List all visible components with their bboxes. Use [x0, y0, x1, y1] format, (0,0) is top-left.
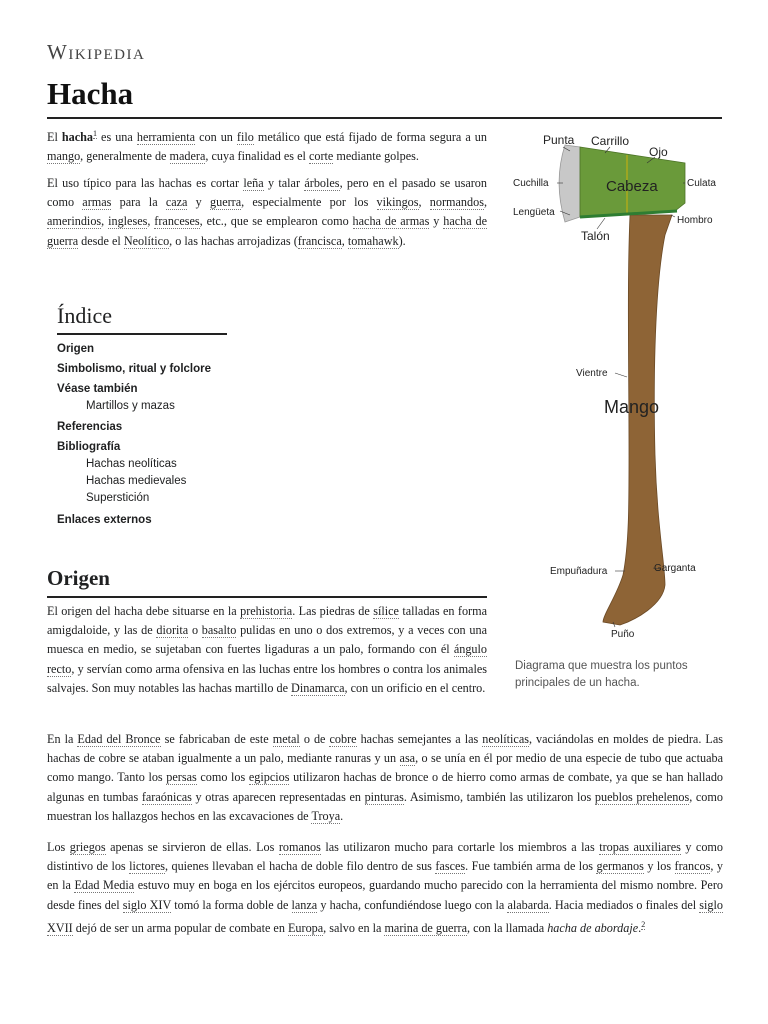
term-bold: hacha: [61, 130, 94, 145]
label-ojo: Ojo: [649, 145, 668, 159]
link-silice[interactable]: sílice: [373, 604, 399, 618]
text: ,: [418, 195, 430, 210]
text: las utilizaron mucho para cortarle los miembros a las: [320, 840, 600, 854]
text: se fabricaban de este: [160, 732, 273, 746]
origen-paragraph-1: [47, 602, 487, 698]
text: y otras aparecen representadas en: [191, 789, 365, 804]
text: y hacha, confundiéndose luego con la: [317, 897, 508, 912]
title-divider: [47, 117, 722, 119]
toc-subitem-martillos[interactable]: Martillos y mazas: [86, 399, 175, 412]
text: ,: [483, 195, 487, 210]
link-corte[interactable]: corte: [308, 149, 334, 164]
label-mango: Mango: [604, 397, 660, 417]
toc-item-vease-tambien[interactable]: Véase también: [57, 382, 138, 395]
link-madera[interactable]: madera: [169, 149, 206, 164]
link-pueblos-prehelenos[interactable]: pueblos prehelenos: [594, 789, 690, 804]
text: metálico que está fijado de forma segura a un: [253, 130, 487, 145]
link-egipcios[interactable]: egipcios: [248, 770, 290, 785]
text: o de: [299, 732, 330, 746]
text: En la: [47, 732, 78, 746]
section-divider: [47, 596, 487, 598]
text: , pero en el pasado se usaron como: [47, 176, 487, 210]
toc-title: Índice: [57, 303, 112, 328]
text: , salvo en la: [323, 920, 385, 935]
toc-item-referencias[interactable]: Referencias: [57, 420, 123, 433]
link-tropas-auxiliares[interactable]: tropas auxiliares: [599, 840, 681, 854]
text: y como distintivo de los: [47, 840, 723, 874]
toc-subitem-hachas-medievales[interactable]: Hachas medievales: [86, 474, 187, 487]
label-garganta: Garganta: [654, 563, 696, 574]
link-francisca[interactable]: francisca: [297, 233, 342, 248]
origen-paragraph-3: [47, 838, 723, 938]
link-siglo-xiv[interactable]: siglo XIV: [122, 897, 172, 912]
label-lengueta: Lengüeta: [513, 207, 555, 218]
text: , quienes llevaban el hacha de doble filo dentro de sus: [164, 859, 436, 874]
link-lena[interactable]: leña: [243, 176, 264, 190]
link-persas[interactable]: persas: [166, 770, 197, 785]
label-empunadura: Empuñadura: [550, 566, 608, 577]
text: El uso típico para las hachas es cortar: [47, 176, 244, 190]
link-neolitico[interactable]: Neolítico: [123, 233, 170, 248]
link-vikingos[interactable]: vikingos: [376, 195, 419, 210]
text: Los: [47, 840, 70, 854]
figure-caption: Diagrama que muestra los puntos principales de un hacha.: [515, 660, 688, 689]
text: , o las hachas arrojadizas (: [169, 233, 298, 248]
axe-blade: [559, 145, 580, 222]
link-alabarda[interactable]: alabarda: [507, 897, 549, 912]
link-basalto[interactable]: basalto: [201, 623, 237, 638]
link-europa[interactable]: Europa: [287, 920, 324, 935]
term-italic: hacha de abordaje: [547, 920, 639, 935]
text: .: [340, 808, 344, 823]
link-guerra[interactable]: guerra: [210, 195, 242, 210]
text: ,: [147, 214, 155, 229]
text: , especialmente por los: [241, 195, 377, 210]
text: pulidas en uno o dos extremos, y a veces con una muesca en medio, se sujetaban con fuertes ligaduras a un palo, formando con él: [47, 623, 487, 657]
label-cuchilla: Cuchilla: [513, 178, 549, 189]
link-faraonicas[interactable]: faraónicas: [141, 789, 192, 804]
link-fasces[interactable]: fasces: [435, 859, 466, 874]
text: , cuya finalidad es el: [205, 149, 309, 164]
link-edad-media[interactable]: Edad Media: [74, 878, 135, 893]
text: , o se unía en él por medio de una especie de tubo que actuaba como mango. Tanto los: [47, 751, 723, 785]
axe-diagram-svg: [505, 125, 735, 665]
origen-paragraph-2: [47, 730, 723, 826]
toc-item-origen[interactable]: Origen: [57, 342, 95, 355]
text: utilizaron hachas de bronce o de hierro como armas de combate, ya que se han hallado algunas en tumbas: [47, 770, 724, 804]
label-punta: Punta: [543, 133, 575, 147]
text: talladas en forma amigdaloide, y las de: [47, 604, 487, 638]
toc-subitem-hachas-neoliticas[interactable]: Hachas neolíticas: [86, 457, 177, 470]
text: El origen del hacha debe situarse en la: [47, 604, 241, 618]
link-marina-de-guerra[interactable]: marina de guerra: [384, 920, 467, 935]
link-filo[interactable]: filo: [236, 130, 254, 145]
page-title: Hacha: [47, 76, 134, 111]
link-prehistoria[interactable]: prehistoria: [240, 604, 293, 618]
text: estuvo muy en boga en los ejércitos europeos, guardando mucho parecido con la herramienta del mismo nombre. Pero desde fines del: [47, 878, 723, 912]
link-dinamarca[interactable]: Dinamarca: [291, 680, 345, 695]
link-troya[interactable]: Troya: [311, 808, 341, 823]
text: .: [638, 920, 642, 935]
text: dejó de ser un arma popular de combate en: [72, 920, 288, 935]
link-amerindios[interactable]: amerindios: [47, 214, 102, 229]
link-siglo-xvii[interactable]: siglo XVII: [47, 897, 723, 935]
text: , como muestran los hallazgos hechos en las excavaciones de: [47, 789, 723, 823]
toc-subitem-supersticion[interactable]: Superstición: [86, 491, 150, 504]
link-ingleses[interactable]: ingleses: [108, 214, 148, 229]
text: desde el: [78, 233, 124, 248]
label-cabeza: Cabeza: [606, 178, 658, 195]
link-arboles[interactable]: árboles: [304, 176, 340, 190]
link-lanza[interactable]: lanza: [291, 897, 318, 912]
text: , generalmente de: [80, 149, 170, 164]
link-diorita[interactable]: diorita: [156, 623, 189, 638]
link-griegos[interactable]: griegos: [69, 840, 106, 854]
text: , y en la: [47, 859, 723, 893]
label-vientre: Vientre: [576, 368, 608, 379]
text: mediante golpes.: [333, 149, 419, 164]
text: y los: [643, 859, 675, 874]
text: , y servían como arma ofensiva en las luchas entre los hombres o contra los animales salvajes. Son muy notables las hachas martillo de: [47, 661, 487, 695]
link-normandos[interactable]: normandos: [429, 195, 484, 210]
text: . Fue también arma de los: [465, 859, 597, 874]
link-neoliticas[interactable]: neolíticas: [482, 732, 529, 746]
intro-paragraph-2: [47, 174, 487, 251]
link-angulo-recto[interactable]: ángulo recto: [47, 642, 487, 676]
axe-diagram: [505, 125, 735, 665]
link-asa[interactable]: asa: [399, 751, 416, 766]
wikipedia-logo[interactable]: Wikipedia: [47, 40, 146, 64]
text: El: [47, 130, 62, 145]
toc-divider: [57, 333, 227, 335]
link-romanos[interactable]: romanos: [278, 840, 321, 854]
label-talon: Talón: [581, 229, 610, 243]
link-tomahawk[interactable]: tomahawk: [347, 233, 399, 248]
toc-item-simbolismo[interactable]: Simbolismo, ritual y folclore: [57, 362, 212, 375]
text: . Hacia mediados o finales del: [548, 897, 700, 912]
text: ,: [341, 233, 348, 248]
link-edad-del-bronce[interactable]: Edad del Bronce: [77, 732, 161, 746]
link-franceses[interactable]: franceses: [154, 214, 200, 229]
intro-paragraph-1: [47, 124, 487, 166]
text: y: [429, 214, 444, 229]
text: . Las piedras de: [292, 604, 374, 618]
link-germanos[interactable]: germanos: [596, 859, 644, 874]
table-of-contents: [57, 303, 297, 529]
text: y talar: [263, 176, 305, 190]
footnote-link[interactable]: 2: [641, 919, 646, 929]
link-francos[interactable]: francos: [674, 859, 711, 874]
toc-item-bibliografia[interactable]: Bibliografía: [57, 440, 121, 453]
text: como los: [196, 770, 249, 785]
label-carrillo: Carrillo: [591, 134, 630, 148]
text: apenas se sirvieron de ellas. Los: [105, 840, 279, 854]
link-mango[interactable]: mango: [47, 149, 81, 164]
text: con un: [195, 130, 237, 145]
label-puno: Puño: [611, 629, 635, 640]
text: , etc., que se emplearon como: [199, 214, 353, 229]
text: y: [187, 195, 210, 210]
text: ).: [398, 233, 406, 248]
text: . Asimismo, también las utilizaron los: [403, 789, 595, 804]
text: , con un orificio en el centro.: [344, 680, 486, 695]
section-title-origen: Origen: [47, 566, 110, 590]
text: hachas semejantes a las: [356, 732, 483, 746]
label-culata: Culata: [687, 178, 716, 189]
toc-item-enlaces-externos[interactable]: Enlaces externos: [57, 513, 152, 526]
link-armas[interactable]: armas: [82, 195, 112, 210]
text: para la: [111, 195, 166, 210]
footnote-link[interactable]: 1: [93, 129, 98, 138]
link-pinturas[interactable]: pinturas: [364, 789, 404, 804]
text: , con la llamada: [467, 920, 548, 935]
link-caza[interactable]: caza: [165, 195, 188, 210]
link-herramienta[interactable]: herramienta: [136, 130, 196, 145]
text: tomó la forma doble de: [171, 897, 292, 912]
link-lictores[interactable]: lictores: [129, 859, 165, 874]
link-metal[interactable]: metal: [272, 732, 300, 746]
text: ,: [101, 214, 109, 229]
link-hacha-de-armas[interactable]: hacha de armas: [352, 214, 430, 229]
link-hacha-de-guerra[interactable]: hacha de guerra: [47, 214, 488, 248]
link-cobre[interactable]: cobre: [329, 732, 357, 746]
text: o: [188, 623, 202, 638]
text: es una: [97, 130, 137, 145]
label-hombro: Hombro: [677, 215, 713, 226]
text: , vaciándolas en moldes de piedra. Las hachas de cobre se ataban igualmente a un palo, mediante ranuras y un: [47, 732, 723, 766]
